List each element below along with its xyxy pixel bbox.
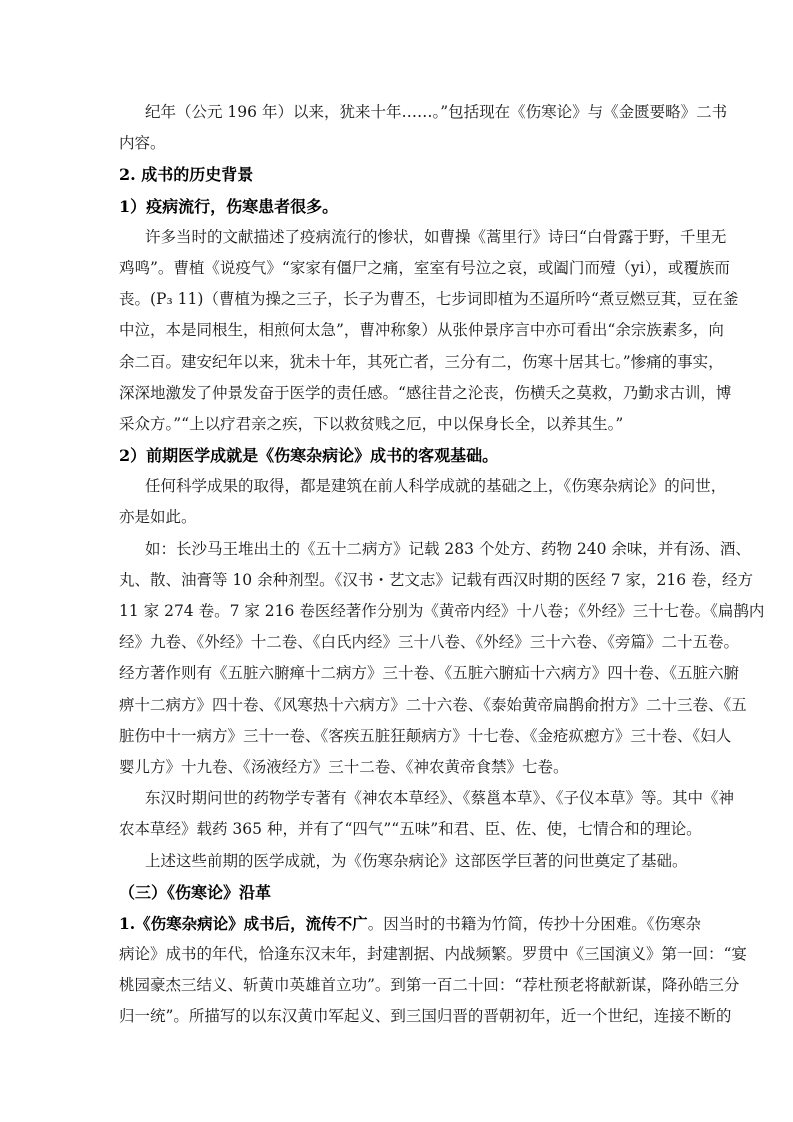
paragraph-line: 如：长沙马王堆出土的《五十二病方》记载 283 个处方、药物 240 余味，并有汤、酒、	[145, 539, 751, 558]
paragraph-line: 病论》成书的年代，恰逢东汉末年，封建割据、内战频繁。罗贯中《三国演义》第一回：“宴	[119, 945, 747, 964]
paragraph-line: 采众方。”“上以疗君亲之疾，下以救贫贱之厄，中以保身长全，以养其生。”	[119, 414, 624, 433]
section-heading: （三）《伤寒论》沿革	[119, 882, 272, 902]
paragraph-line: 上述这些前期的医学成就，为《伤寒杂病论》这部医学巨著的问世奠定了基础。	[145, 851, 688, 870]
paragraph-line: 经方著作则有《五脏六腑瘅十二病方》三十卷、《五脏六腑疝十六病方》四十卷、《五脏六腑	[119, 664, 740, 683]
paragraph-line: 脏伤中十一病方》三十一卷、《客疾五脏狂颠病方》十七卷、《金疮疭瘛方》三十卷、《妇人	[119, 726, 732, 745]
paragraph-line: 余二百。建安纪年以来，犹未十年，其死亡者，三分有二，伤寒十居其七。”惨痛的事实，	[119, 352, 724, 371]
paragraph-line	[119, 908, 701, 939]
paragraph-line: 亦是如此。	[119, 508, 197, 527]
paragraph-line: 农本草经》载药 365 种，并有了“四气”“五味”和君、臣、佐、使，七情合和的理论。	[119, 820, 702, 839]
paragraph-line: 丸、散、油膏等 10 余种剂型。《汉书・艺文志》记载有西汉时期的医经 7 家，216 卷，经方	[119, 570, 754, 589]
paragraph-line: 婴儿方》十九卷、《汤液经方》三十二卷、《神农黄帝食禁》七卷。	[119, 757, 569, 776]
paragraph-line: 深深地激发了仲景发奋于医学的责任感。“感往昔之沦丧，伤横夭之莫救，乃勤求古训，博	[119, 383, 732, 402]
paragraph-line: 中泣，本是同根生，相煎何太急”，曹冲称象）从张仲景序言中亦可看出“余宗族素多，向	[119, 321, 724, 340]
bold-lead: 1.《伤寒杂病论》成书后，流传不广	[119, 913, 368, 933]
subsection-heading: 2）前期医学成就是《伤寒杂病论》成书的客观基础。	[119, 446, 499, 466]
paragraph-line: 归一统”。所描写的以东汉黄巾军起义、到三国归晋的晋朝初年，近一个世纪，连接不断的	[119, 1007, 732, 1026]
paragraph-text: 。因当时的书籍为竹简，传抄十分困难。《伤寒杂	[367, 914, 701, 933]
subsection-heading: 1）疫病流行，伤寒患者很多。	[119, 196, 339, 216]
paragraph-line: 11 家 274 卷。7 家 216 卷医经著作分别为《黄帝内经》十八卷；《外经》三十七卷。《扁鹊内	[119, 602, 765, 620]
paragraph-line: 鸡鸣”。曹植《说疫气》“家家有僵尸之痛，室室有号泣之哀，或阖门而殪（yi），或覆族而	[119, 258, 730, 277]
paragraph-line: 经》九卷、《外经》十二卷、《白氏内经》三十八卷、《外经》三十六卷、《旁篇》二十五卷。	[119, 633, 740, 652]
paragraph-line: 内容。	[119, 134, 166, 153]
paragraph-line: 痹十二病方》四十卷、《风寒热十六病方》二十六卷、《泰始黄帝扁鹊俞拊方》二十三卷、《五	[119, 695, 747, 714]
paragraph-line: 丧。(P₃ 11)（曹植为操之三子，长子为曹丕，七步词即植为丕逼所吟“煮豆燃豆萁，豆在釜	[119, 290, 739, 309]
paragraph-line: 许多当时的文献描述了疫病流行的惨状，如曹操《蒿里行》诗曰“白骨露于野，千里无	[145, 227, 727, 246]
paragraph-line: 任何科学成果的取得，都是建筑在前人科学成就的基础之上，《伤寒杂病论》的问世，	[145, 477, 727, 496]
paragraph-line: 桃园豪杰三结义、斩黄巾英雄首立功”。到第一百二十回：“荐杜预老将献新谋，降孙皓三分	[119, 976, 740, 995]
paragraph-line: 纪年（公元 196 年）以来，犹来十年……。”包括现在《伤寒论》与《金匮要略》二书	[145, 103, 728, 121]
section-heading: 2. 成书的历史背景	[119, 165, 254, 185]
document-page	[119, 97, 765, 1033]
paragraph-line: 东汉时期问世的药物学专著有《神农本草经》、《蔡邕本草》、《子仪本草》等。其中《神	[145, 789, 735, 808]
